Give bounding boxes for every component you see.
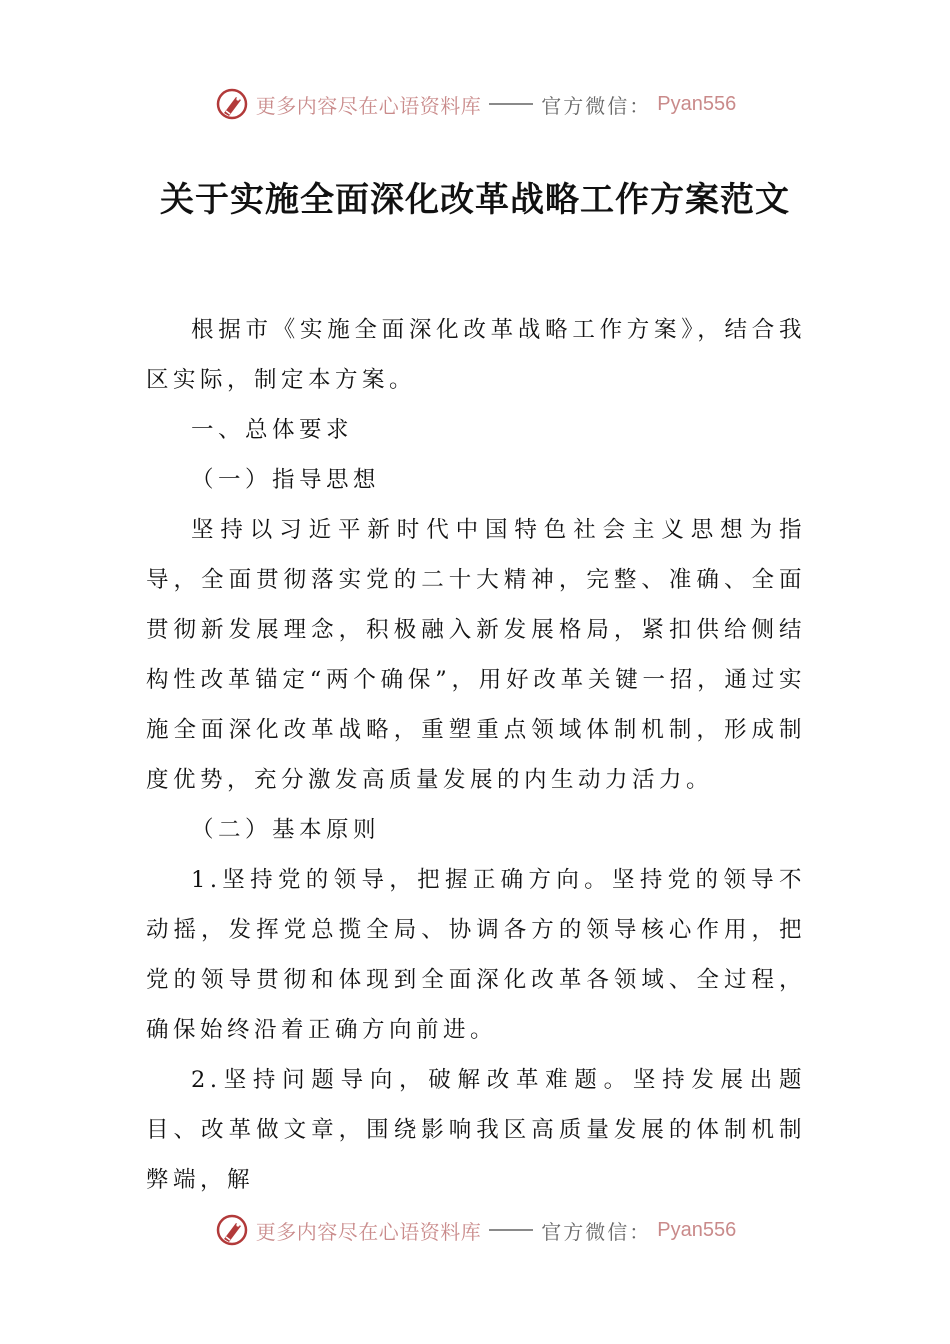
document-title: 关于实施全面深化改革战略工作方案范文 xyxy=(160,180,790,220)
header-watermark xyxy=(0,84,950,124)
paragraph-principle-1: 1.坚持党的领导，把握正确方向。坚持党的领导不动摇，发挥党总揽全局、协调各方的领导核心作用，把党的领导贯彻和体现到全面深化改革各领域、全过程，确保始终沿着正确方向前进。 xyxy=(146,867,806,1043)
watermark-wechat-id: Pyan556 xyxy=(657,92,737,115)
subheading-guiding-thought: （一）指导思想 xyxy=(191,467,381,493)
watermark-divider xyxy=(489,1229,533,1231)
paragraph-intro: 根据市《实施全面深化改革战略工作方案》，结合我区实际，制定本方案。 xyxy=(146,317,806,393)
watermark-divider xyxy=(489,103,533,105)
pen-nib-logo-icon xyxy=(214,1212,250,1248)
footer-watermark xyxy=(0,1210,950,1250)
heading-general-requirements: 一、总体要求 xyxy=(191,417,354,443)
document-body xyxy=(146,305,806,1205)
watermark-main-text: 更多内容尽在心语资料库 xyxy=(255,93,482,118)
watermark-main-text: 更多内容尽在心语资料库 xyxy=(255,1219,482,1244)
watermark-label: 官方微信： xyxy=(541,93,652,118)
paragraph-principle-2: 2.坚持问题导向，破解改革难题。坚持发展出题目、改革做文章，围绕影响我区高质量发展的体制机制弊端，解 xyxy=(146,1067,806,1193)
subheading-basic-principles: （二）基本原则 xyxy=(191,817,381,843)
watermark-label: 官方微信： xyxy=(541,1219,652,1244)
pen-nib-logo-icon xyxy=(214,86,250,122)
paragraph-guiding-thought: 坚持以习近平新时代中国特色社会主义思想为指导，全面贯彻落实党的二十大精神，完整、准确、全面贯彻新发展理念，积极融入新发展格局，紧扣供给侧结构性改革锚定“两个确保”，用好改革关键一招，通过实施全面深化改革战略，重塑重点领域体制机制，形成制度优势，充分激发高质量发展的内生动力活力。 xyxy=(146,517,806,793)
watermark-wechat-id: Pyan556 xyxy=(657,1218,737,1241)
